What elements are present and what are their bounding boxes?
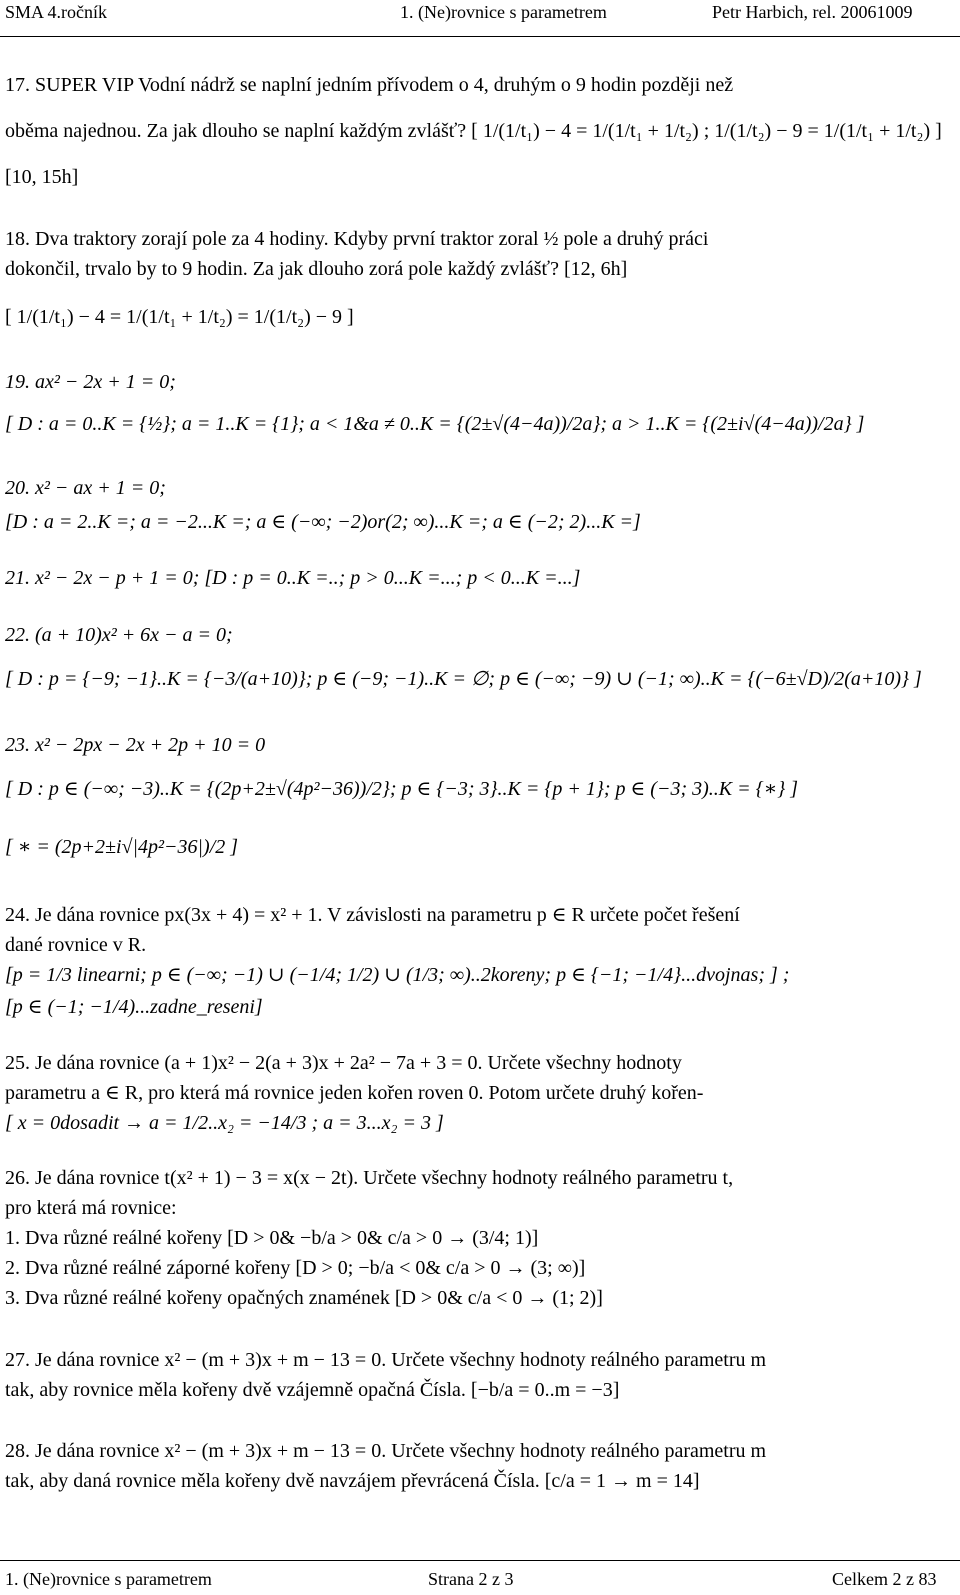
page-header bbox=[0, 0, 960, 30]
header-center-text: 1. (Ne)rovnice s parametrem bbox=[400, 2, 607, 22]
problem-text-line: tak, aby rovnice měla kořeny dvě vzájemně opačná Čísla. [−b/a = 0..m = −3] bbox=[5, 1379, 620, 1401]
problem-text-line: 17. SUPER VIP Vodní nádrž se naplní jedním přívodem o 4, druhým o 9 hodin později než bbox=[5, 74, 734, 96]
equation: 20. x² − ax + 1 = 0; bbox=[5, 477, 166, 499]
equation: 21. x² − 2x − p + 1 = 0; [D : p = 0..K =..; p > 0...K =...; p < 0...K =...] bbox=[5, 567, 581, 589]
equation: 22. (a + 10)x² + 6x − a = 0; bbox=[5, 624, 233, 646]
problem-text-line: oběma najednou. Za jak dlouho se naplní každým zvlášť? [ 1/(1/t₁) − 4 = 1/(1/t₁ + 1/t₂) ; 1/(1/t₂) − 9 = 1/(1/t₁ + 1/t₂) ] bbox=[5, 120, 942, 142]
sub-question: 2. Dva různé reálné záporné kořeny [D > 0; −b/a < 0& c/a > 0 → (3; ∞)] bbox=[5, 1257, 586, 1279]
problem-answer: [ D : p = {−9; −1}..K = {−3/(a+10)}; p ∈ (−9; −1)..K = ∅; p ∈ (−∞; −9) ∪ (−1; ∞)..K = {(−6±√D)/2(a+10)} ] bbox=[5, 668, 922, 690]
sub-question: 1. Dva různé reálné kořeny [D > 0& −b/a > 0& c/a > 0 → (3/4; 1)] bbox=[5, 1227, 539, 1249]
problem-answer: [ D : p ∈ (−∞; −3)..K = {(2p+2±√(4p²−36))/2}; p ∈ {−3; 3}..K = {p + 1}; p ∈ (−3; 3)..K = {∗} ] bbox=[5, 778, 798, 800]
problem-text-line: 26. Je dána rovnice t(x² + 1) − 3 = x(x − 2t). Určete všechny hodnoty reálného parametru t, bbox=[5, 1167, 734, 1189]
header-rule bbox=[0, 36, 960, 37]
problem-text-line: parametru a ∈ R, pro která má rovnice jeden kořen roven 0. Potom určete druhý kořen- bbox=[5, 1082, 704, 1104]
footer-rule bbox=[0, 1560, 960, 1561]
footer-right-text: Celkem 2 z 83 bbox=[832, 1569, 937, 1589]
problem-text-line: 18. Dva traktory zorají pole za 4 hodiny. Kdyby první traktor zoral ½ pole a druhý práci bbox=[5, 228, 709, 250]
problem-text-line: dané rovnice v R. bbox=[5, 934, 147, 956]
footer-left-text: 1. (Ne)rovnice s parametrem bbox=[5, 1569, 212, 1589]
problem-text-line: pro která má rovnice: bbox=[5, 1197, 177, 1219]
sub-question: 3. Dva různé reálné kořeny opačných znamének [D > 0& c/a < 0 → (1; 2)] bbox=[5, 1287, 603, 1309]
equation: 19. ax² − 2x + 1 = 0; bbox=[5, 371, 176, 393]
problem-answer: [ ∗ = (2p+2±i√|4p²−36|)/2 ] bbox=[5, 836, 239, 858]
problem-answer: [10, 15h] bbox=[5, 166, 79, 188]
problem-answer: [ 1/(1/t₁) − 4 = 1/(1/t₁ + 1/t₂) = 1/(1/t₂) − 9 ] bbox=[5, 306, 354, 328]
header-right-text: Petr Harbich, rel. 20061009 bbox=[712, 2, 913, 22]
problem-answer: [ D : a = 0..K = {½}; a = 1..K = {1}; a < 1&a ≠ 0..K = {(2±√(4−4a))/2a}; a > 1..K = {(2±i√(4−4a))/2a} ] bbox=[5, 413, 865, 435]
equation: 23. x² − 2px − 2x + 2p + 10 = 0 bbox=[5, 734, 266, 756]
problem-text-line: 27. Je dána rovnice x² − (m + 3)x + m − 13 = 0. Určete všechny hodnoty reálného parametru m bbox=[5, 1349, 767, 1371]
problem-answer: [ x = 0dosadit → a = 1/2..x₂ = −14/3 ; a = 3...x₂ = 3 ] bbox=[5, 1112, 444, 1134]
problem-text-line: 25. Je dána rovnice (a + 1)x² − 2(a + 3)x + 2a² − 7a + 3 = 0. Určete všechny hodnoty bbox=[5, 1052, 682, 1074]
problem-answer: [p = 1/3 linearni; p ∈ (−∞; −1) ∪ (−1/4; 1/2) ∪ (1/3; ∞)..2koreny; p ∈ {−1; −1/4}...dvojnas; ] ; bbox=[5, 964, 790, 986]
footer-center-text: Strana 2 z 3 bbox=[428, 1569, 514, 1589]
header-left-text: SMA 4.ročník bbox=[5, 2, 108, 22]
problem-text-line: tak, aby daná rovnice měla kořeny dvě navzájem převrácená Čísla. [c/a = 1 → m = 14] bbox=[5, 1470, 700, 1492]
problem-text-line: 24. Je dána rovnice px(3x + 4) = x² + 1. V závislosti na parametru p ∈ R určete počet řešení bbox=[5, 904, 740, 926]
problem-text-line: dokončil, trvalo by to 9 hodin. Za jak dlouho zorá pole každý zvlášť? [12, 6h] bbox=[5, 258, 628, 280]
problem-text-line: 28. Je dána rovnice x² − (m + 3)x + m − 13 = 0. Určete všechny hodnoty reálného parametru m bbox=[5, 1440, 767, 1462]
problem-answer: [p ∈ (−1; −1/4)...zadne_reseni] bbox=[5, 996, 263, 1018]
page-footer bbox=[0, 1565, 960, 1595]
problem-answer: [D : a = 2..K =; a = −2...K =; a ∈ (−∞; −2)or(2; ∞)...K =; a ∈ (−2; 2)...K =] bbox=[5, 511, 641, 533]
